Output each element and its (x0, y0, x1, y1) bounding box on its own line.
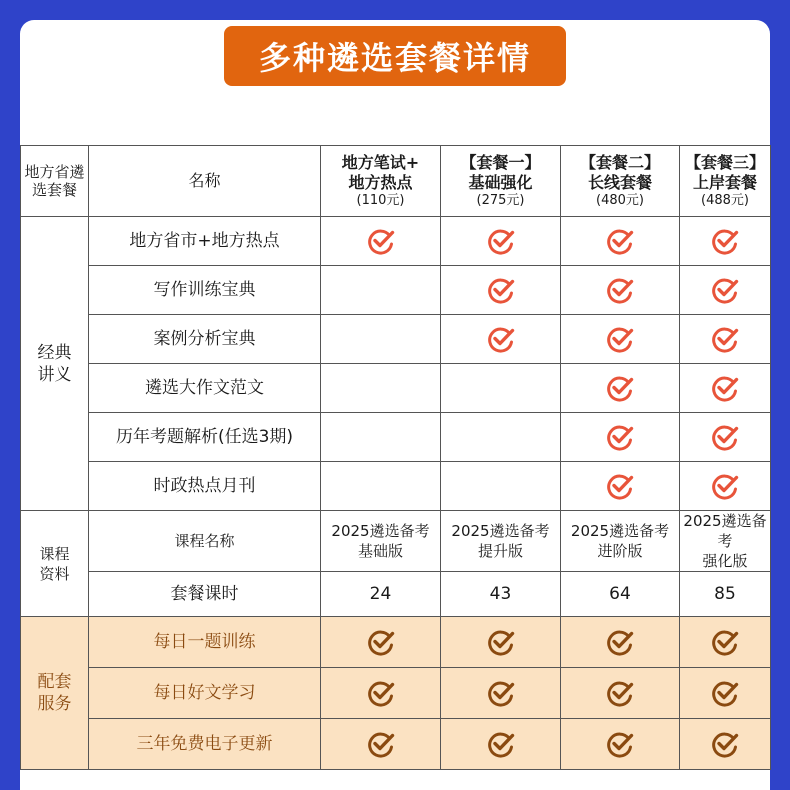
check-circle-icon (606, 628, 634, 656)
header-name-label: 名称 (89, 146, 321, 217)
lectures-group-label: 经典讲义 (21, 217, 89, 511)
check-cell (441, 668, 561, 719)
services-group-label: 配套服务 (21, 617, 89, 770)
check-cell (441, 462, 561, 511)
item-name: 案例分析宝典 (89, 315, 321, 364)
check-cell (561, 462, 680, 511)
course-name-row (21, 511, 771, 572)
check-circle-icon (606, 276, 634, 304)
package-comparison-table (20, 145, 771, 770)
check-circle-icon (711, 628, 739, 656)
package-header: 【套餐二】 长线套餐 (480元) (561, 146, 680, 217)
item-name: 写作训练宝典 (89, 266, 321, 315)
course-hours-label: 套餐课时 (89, 572, 321, 617)
course-hours-row (21, 572, 771, 617)
check-circle-icon (711, 227, 739, 255)
check-cell (561, 315, 680, 364)
course-hours: 85 (680, 572, 771, 617)
check-circle-icon (367, 730, 395, 758)
course-hours: 64 (561, 572, 680, 617)
package-header: 地方笔试+ 地方热点 (110元) (321, 146, 441, 217)
check-cell (680, 413, 771, 462)
check-cell (561, 413, 680, 462)
check-circle-icon (606, 472, 634, 500)
course-name-label: 课程名称 (89, 511, 321, 572)
item-name: 历年考题解析(任选3期) (89, 413, 321, 462)
check-cell (321, 315, 441, 364)
course-name: 2025遴选备考 提升版 (441, 511, 561, 572)
check-cell (321, 413, 441, 462)
lecture-row (21, 413, 771, 462)
service-row (21, 719, 771, 770)
check-circle-icon (606, 730, 634, 758)
item-name: 每日一题训练 (89, 617, 321, 668)
check-cell (441, 217, 561, 266)
course-hours: 24 (321, 572, 441, 617)
check-circle-icon (606, 679, 634, 707)
check-circle-icon (711, 325, 739, 353)
courses-group-label: 课程资料 (21, 511, 89, 617)
lecture-row (21, 315, 771, 364)
check-cell (321, 668, 441, 719)
item-name: 每日好文学习 (89, 668, 321, 719)
item-name: 时政热点月刊 (89, 462, 321, 511)
package-header: 【套餐一】 基础强化 (275元) (441, 146, 561, 217)
item-name: 遴选大作文范文 (89, 364, 321, 413)
check-cell (321, 266, 441, 315)
lecture-row (21, 266, 771, 315)
course-name: 2025遴选备考 进阶版 (561, 511, 680, 572)
check-cell (441, 617, 561, 668)
package-header: 【套餐三】 上岸套餐 (488元) (680, 146, 771, 217)
check-circle-icon (487, 276, 515, 304)
header-row (21, 146, 771, 217)
check-cell (561, 266, 680, 315)
check-circle-icon (606, 423, 634, 451)
check-cell (680, 217, 771, 266)
check-circle-icon (606, 374, 634, 402)
check-circle-icon (606, 227, 634, 255)
item-name: 三年免费电子更新 (89, 719, 321, 770)
check-cell (561, 364, 680, 413)
check-cell (680, 364, 771, 413)
check-cell (680, 462, 771, 511)
check-cell (680, 719, 771, 770)
check-cell (441, 266, 561, 315)
course-name: 2025遴选备考 强化版 (680, 511, 771, 572)
check-cell (561, 719, 680, 770)
check-circle-icon (711, 730, 739, 758)
check-circle-icon (606, 325, 634, 353)
check-cell (441, 413, 561, 462)
check-cell (561, 217, 680, 266)
lecture-row (21, 217, 771, 266)
check-circle-icon (487, 325, 515, 353)
check-cell (321, 364, 441, 413)
service-row (21, 617, 771, 668)
check-circle-icon (711, 472, 739, 500)
service-row (21, 668, 771, 719)
check-circle-icon (487, 227, 515, 255)
check-cell (561, 617, 680, 668)
check-cell (321, 719, 441, 770)
check-circle-icon (711, 679, 739, 707)
check-circle-icon (367, 628, 395, 656)
check-cell (321, 617, 441, 668)
course-hours: 43 (441, 572, 561, 617)
check-circle-icon (487, 679, 515, 707)
page-title: 多种遴选套餐详情 (224, 26, 566, 86)
check-cell (441, 364, 561, 413)
check-circle-icon (711, 423, 739, 451)
check-cell (321, 217, 441, 266)
check-cell (561, 668, 680, 719)
check-cell (680, 315, 771, 364)
check-circle-icon (367, 227, 395, 255)
check-circle-icon (367, 679, 395, 707)
check-cell (441, 315, 561, 364)
check-circle-icon (711, 276, 739, 304)
check-cell (680, 668, 771, 719)
lecture-row (21, 364, 771, 413)
lecture-row (21, 462, 771, 511)
check-circle-icon (487, 628, 515, 656)
check-cell (321, 462, 441, 511)
check-cell (680, 266, 771, 315)
check-cell (441, 719, 561, 770)
check-cell (680, 617, 771, 668)
course-name: 2025遴选备考 基础版 (321, 511, 441, 572)
check-circle-icon (711, 374, 739, 402)
check-circle-icon (487, 730, 515, 758)
item-name: 地方省市+地方热点 (89, 217, 321, 266)
header-group-label: 地方省遴选套餐 (21, 146, 89, 217)
